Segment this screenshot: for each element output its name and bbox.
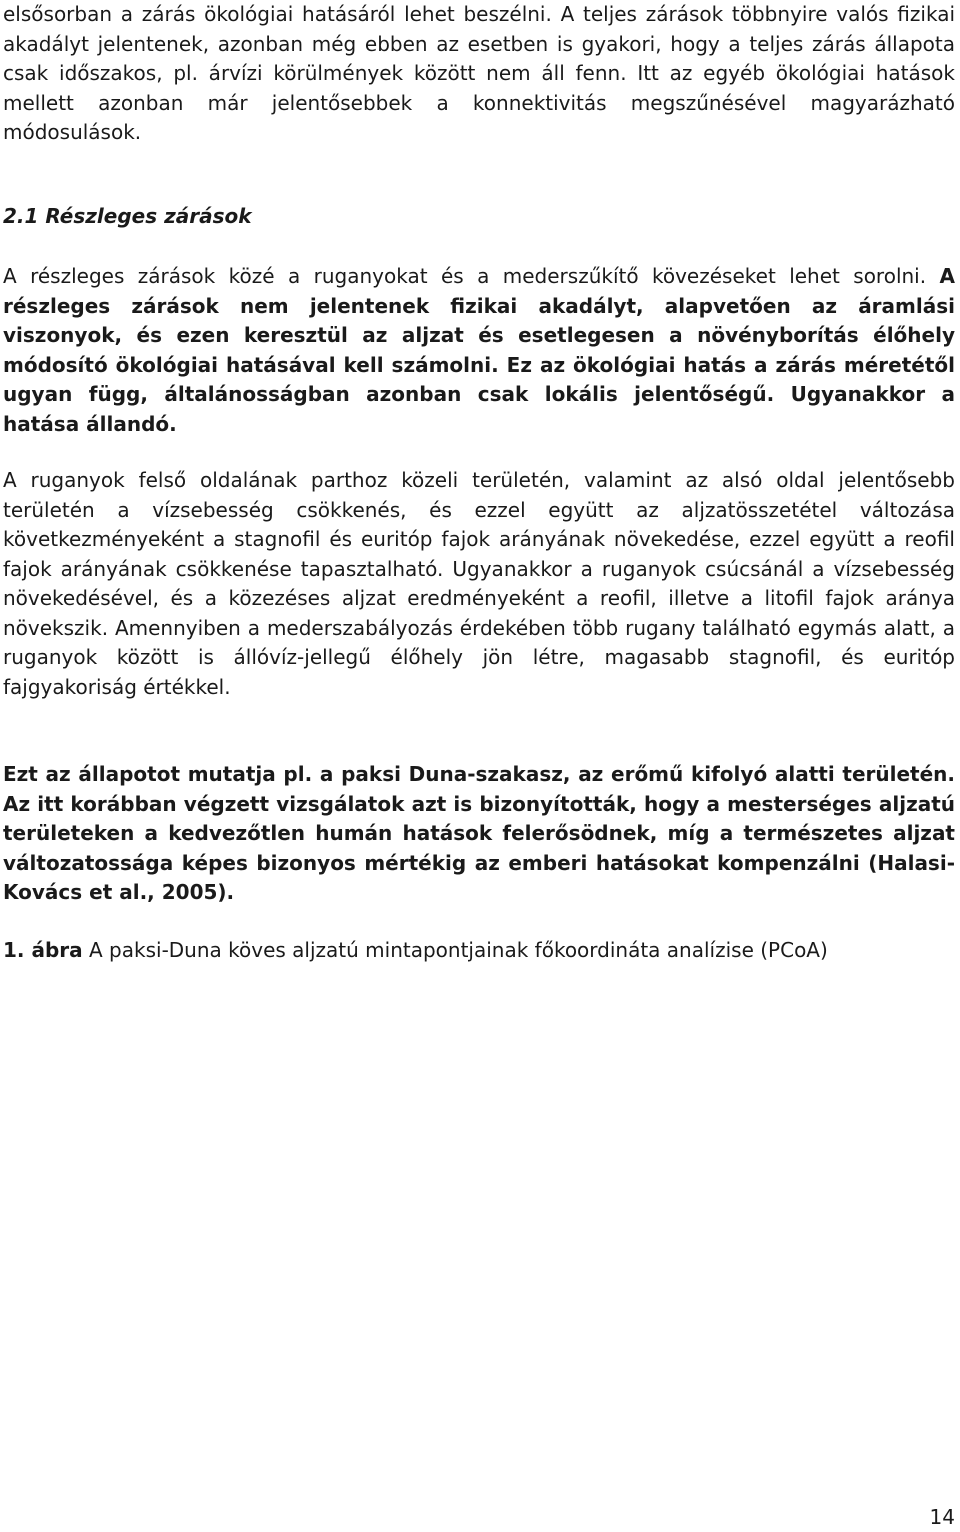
partial-closures-intro: A részleges zárások közé a ruganyokat és a mederszűkítő kövezéseket lehet sorolni. xyxy=(3,264,940,288)
intro-paragraph: elsősorban a zárás ökológiai hatásáról lehet beszélni. A teljes zárások többnyire valós fizikai akadályt jelentenek, azonban még ebben az esetben is gyakori, hogy a teljes zárás állapota csak időszakos, pl. árvízi körülmények között nem áll fenn. Itt az egyéb ökológiai hatások mellett azonban már jelentősebbek a konnektivitás megszűnésével magyarázható módosulások. xyxy=(3,2,955,144)
ruganyok-paragraph: A ruganyok felső oldalának parthoz közeli területén, valamint az alsó oldal jelentősebb területén a vízsebesség csökkenés, és ezzel együtt az aljzatösszetétel változása következményeként a stagnofil és euritóp fajok arányának növekedése, ezzel együtt a reofil fajok arányának csökkenése tapasztalható. Ugyanakkor a ruganyok csúcsánál a vízsebesség növekedésével, és a közezéses aljzat eredményeként a reofil, illetve a litofil fajok aránya növekszik. Amennyiben a mederszabályozás érdekében több rugany található egymás alatt, a ruganyok között is állóvíz-jellegű élőhely jön létre, magasabb stagnofil, és euritóp fajgyakoriság értékkel. xyxy=(3,468,955,699)
section-heading: 2.1 Részleges zárások xyxy=(3,204,252,228)
paks-paragraph: Ezt az állapotot mutatja pl. a paksi Duna-szakasz, az erőmű kifolyó alatti területén. Az itt korábban végzett vizsgálatok azt is bizonyították, hogy a mesterséges aljzatú területeken a kedvezőtlen humán hatások felerősödnek, míg a természetes aljzat változatossága képes bizonyos mértékig az emberi hatásokat kompenzálni (Halasi-Kovács et al., 2005). xyxy=(3,762,955,904)
figure-caption xyxy=(3,936,955,966)
partial-closures-bold-text: A részleges zárások nem jelentenek fizikai akadályt, alapvetően az áramlási viszonyok, és ezen keresztül az aljzat és esetlegesen a növényborítás élőhely módosító ökológiai hatásával kell számolni. Ez az ökológiai hatás a zárás méretétől ugyan függ, általánosságban azonban csak lokális jelentőségű. Ugyanakkor a hatása állandó. xyxy=(3,264,955,436)
partial-closures-paragraph xyxy=(3,262,955,439)
figure-caption-text: A paksi-Duna köves aljzatú mintapontjainak főkoordináta analízise (PCoA) xyxy=(82,938,828,962)
page-number: 14 xyxy=(929,1505,955,1529)
figure-caption-label: 1. ábra xyxy=(3,938,83,962)
